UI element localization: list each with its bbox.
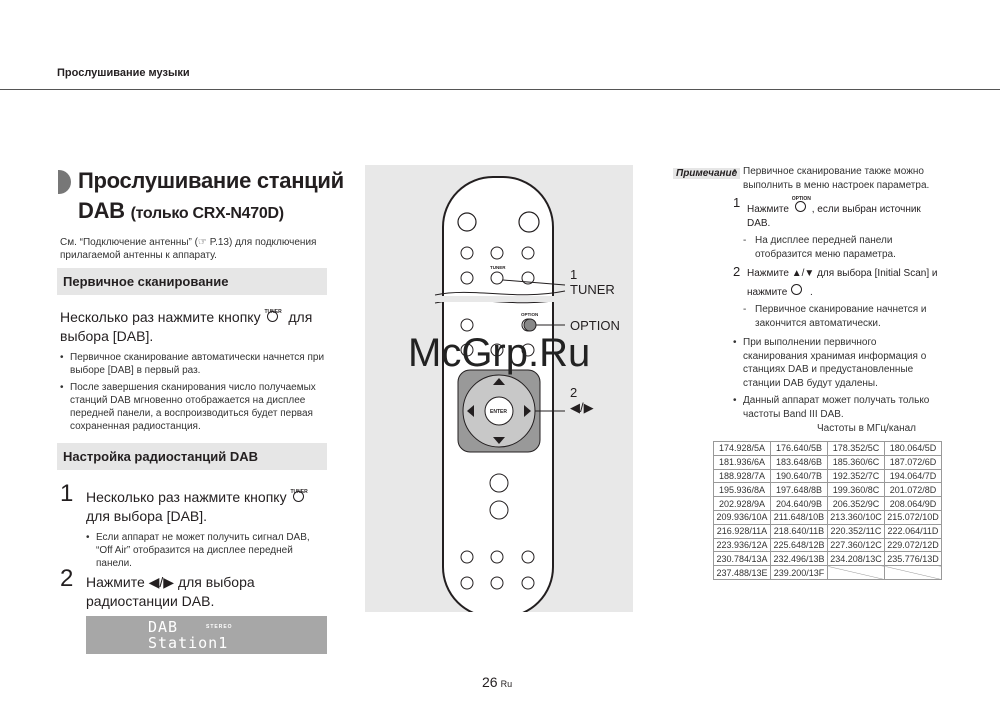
table-row bbox=[714, 538, 942, 552]
table-cell: 211.648/10B bbox=[771, 510, 828, 524]
note-substep-2: 2 Нажмите ▲/▼ для выбора [Initial Scan] и нажмите . bbox=[733, 264, 938, 298]
table-cell: 229.072/12D bbox=[885, 538, 942, 552]
table-cell bbox=[885, 566, 942, 580]
table-cell: 234.208/13C bbox=[828, 552, 885, 566]
table-cell: 235.776/13D bbox=[885, 552, 942, 566]
callout-tuner: TUNER bbox=[570, 282, 615, 297]
table-cell: 225.648/12B bbox=[771, 538, 828, 552]
table-cell: 197.648/8B bbox=[771, 483, 828, 497]
table-row bbox=[714, 469, 942, 483]
callout-number: 1 bbox=[570, 267, 578, 282]
note-tag: Примечание bbox=[673, 168, 740, 179]
table-row bbox=[714, 442, 942, 456]
table-cell: 178.352/5C bbox=[828, 442, 885, 456]
table-cell: 206.352/9C bbox=[828, 497, 885, 511]
table-cell: 194.064/7D bbox=[885, 469, 942, 483]
tuner-button-icon: TUNER bbox=[264, 308, 284, 324]
list-item: • Первичное сканирование автоматически начнется при выборе [DAB] в первый раз. bbox=[60, 351, 330, 377]
table-cell bbox=[828, 566, 885, 580]
initial-scan-bullets bbox=[60, 351, 330, 437]
note-substep-1: 1 Нажмите OPTION , если выбран источник DAB. bbox=[733, 195, 921, 229]
table-row bbox=[714, 483, 942, 497]
remote-button[interactable] bbox=[461, 577, 473, 589]
callout-number: 2 bbox=[570, 385, 578, 400]
table-cell: 187.072/6D bbox=[885, 455, 942, 469]
top-right-button[interactable] bbox=[519, 212, 539, 232]
watermark: McGrp.Ru bbox=[408, 331, 591, 375]
table-cell: 213.360/10C bbox=[828, 510, 885, 524]
remote-button[interactable] bbox=[522, 247, 534, 259]
table-cell: 204.640/9B bbox=[771, 497, 828, 511]
table-cell: 190.640/7B bbox=[771, 469, 828, 483]
table-row bbox=[714, 566, 942, 580]
list-item: • Если аппарат не может получить сигнал DAB, “Off Air” отобразится на дисплее передней панели. bbox=[86, 531, 326, 570]
enter-label: ENTER bbox=[490, 409, 507, 415]
note-dash-2: - Первичное сканирование начнется и закончится автоматически. bbox=[733, 303, 943, 330]
tuner-label: TUNER bbox=[490, 265, 506, 270]
table-cell: 181.936/6A bbox=[714, 455, 771, 469]
table-cell: 222.064/11D bbox=[885, 524, 942, 538]
section-marker-icon bbox=[58, 170, 71, 194]
table-row bbox=[714, 497, 942, 511]
initial-scan-heading: Первичное сканирование bbox=[57, 268, 327, 295]
tuning-step1: Несколько раз нажмите кнопку TUNER для выбора [DAB]. bbox=[86, 488, 326, 526]
remote-button[interactable] bbox=[522, 551, 534, 563]
remote-button[interactable] bbox=[461, 319, 473, 331]
remote-button[interactable] bbox=[461, 247, 473, 259]
remote-button[interactable] bbox=[490, 474, 508, 492]
header-rule bbox=[0, 89, 1000, 90]
table-cell: 230.784/13A bbox=[714, 552, 771, 566]
tuning-heading: Настройка радиостанций DAB bbox=[57, 443, 327, 470]
tuning-step2: Нажмите ◀/▶ для выбора радиостанции DAB. bbox=[86, 574, 255, 609]
table-cell: 183.648/6B bbox=[771, 455, 828, 469]
option-button-icon: OPTION bbox=[792, 198, 812, 214]
tuner-button[interactable] bbox=[491, 272, 503, 284]
page-number: 26 Ru bbox=[482, 674, 513, 690]
list-item: • После завершения сканирования число получаемых станций DAB мгновенно отображается на дисплее передней панели, а воспроизводиться будет первая сохраненная радиостанция. bbox=[60, 381, 330, 433]
callout-arrows: ◀/▶ bbox=[570, 400, 594, 415]
initial-scan-instruction: Несколько раз нажмите кнопку TUNER для выбора [DAB]. bbox=[60, 309, 313, 344]
freq-table-caption: Частоты в МГц/канал bbox=[817, 423, 916, 434]
table-cell: 218.640/11B bbox=[771, 524, 828, 538]
option-button[interactable] bbox=[524, 319, 536, 331]
note-column bbox=[733, 165, 943, 425]
tuner-button-icon: TUNER bbox=[290, 488, 310, 504]
table-cell: 227.360/12C bbox=[828, 538, 885, 552]
table-cell: 176.640/5B bbox=[771, 442, 828, 456]
front-panel-display: DAB Station1 STEREO bbox=[86, 616, 327, 654]
remote-button[interactable] bbox=[490, 501, 508, 519]
table-cell: 209.936/10A bbox=[714, 510, 771, 524]
remote-button[interactable] bbox=[491, 577, 503, 589]
intro-text: См. “Подключение антенны” (☞ P.13) для подключения прилагаемой антенны к аппарату. bbox=[60, 237, 317, 261]
table-cell: 201.072/8D bbox=[885, 483, 942, 497]
option-label: OPTION bbox=[521, 312, 539, 317]
table-cell: 220.352/11C bbox=[828, 524, 885, 538]
list-item: • Первичное сканирование также можно выполнить в меню настроек параметра. bbox=[733, 165, 943, 192]
step-number: 1 bbox=[60, 480, 74, 507]
table-cell: 232.496/13B bbox=[771, 552, 828, 566]
table-cell: 188.928/7A bbox=[714, 469, 771, 483]
table-cell: 202.928/9A bbox=[714, 497, 771, 511]
power-button[interactable] bbox=[458, 213, 476, 231]
list-item: • При выполнении первичного сканирования хранимая информация о станциях DAB и предустановленные станции DAB будут удалены. bbox=[733, 336, 943, 390]
table-row bbox=[714, 455, 942, 469]
table-cell: 223.936/12A bbox=[714, 538, 771, 552]
table-cell: 185.360/6C bbox=[828, 455, 885, 469]
table-cell: 195.936/8A bbox=[714, 483, 771, 497]
tuning-step1-bullets bbox=[86, 531, 326, 574]
list-item: • Данный аппарат может получать только частоты Band III DAB. bbox=[733, 394, 943, 421]
remote-button[interactable] bbox=[522, 577, 534, 589]
table-cell: 237.488/13E bbox=[714, 566, 771, 580]
section-title: Прослушивание станций DAB (только CRX-N470D) bbox=[78, 168, 344, 223]
table-cell: 216.928/11A bbox=[714, 524, 771, 538]
callout-option: OPTION bbox=[570, 318, 620, 333]
remote-button[interactable] bbox=[461, 551, 473, 563]
table-cell: 192.352/7C bbox=[828, 469, 885, 483]
table-cell: 239.200/13F bbox=[771, 566, 828, 580]
table-row bbox=[714, 552, 942, 566]
remote-button[interactable] bbox=[491, 247, 503, 259]
remote-button[interactable] bbox=[461, 272, 473, 284]
frequency-table bbox=[713, 441, 942, 580]
step-number: 2 bbox=[60, 565, 74, 592]
remote-button[interactable] bbox=[491, 551, 503, 563]
table-cell: 174.928/5A bbox=[714, 442, 771, 456]
table-cell: 180.064/5D bbox=[885, 442, 942, 456]
remote-control-svg bbox=[365, 165, 633, 612]
running-header: Прослушивание музыки bbox=[57, 67, 190, 79]
cutaway-gap bbox=[435, 296, 565, 302]
enter-button-icon bbox=[790, 281, 810, 297]
table-cell: 215.072/10D bbox=[885, 510, 942, 524]
table-cell: 208.064/9D bbox=[885, 497, 942, 511]
table-cell: 199.360/8C bbox=[828, 483, 885, 497]
table-row bbox=[714, 524, 942, 538]
note-dash-1: - На дисплее передней панели отобразится меню параметра. bbox=[733, 234, 943, 261]
table-row bbox=[714, 510, 942, 524]
